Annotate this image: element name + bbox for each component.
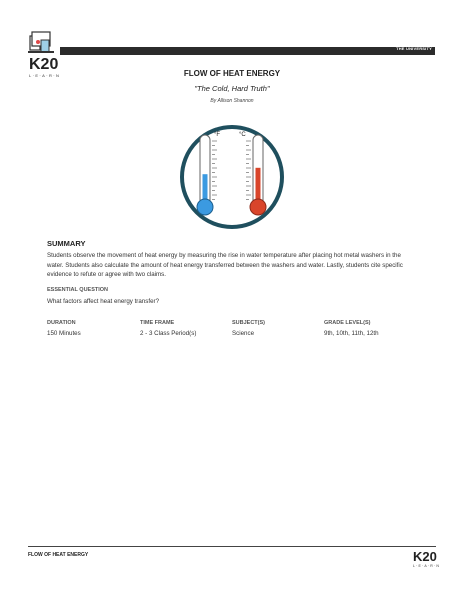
lesson-title: FLOW OF HEAT ENERGY	[183, 69, 281, 78]
subjects-value: Science	[232, 330, 255, 337]
thermometer-illustration	[176, 123, 288, 231]
duration-label: DURATION	[47, 320, 76, 326]
celsius-label: °C	[239, 132, 246, 138]
footer-logo-text: K20	[413, 549, 437, 564]
timeframe-label: TIME FRAME	[140, 320, 175, 326]
k20-logo-subtext: L·E·A·R·N	[29, 73, 61, 78]
footer-divider	[28, 546, 436, 547]
essential-question-heading: ESSENTIAL QUESTION	[47, 287, 109, 293]
lesson-subtitle: "The Cold, Hard Truth"	[194, 84, 270, 93]
k20-logo-icon	[26, 26, 56, 56]
fahrenheit-label: °F	[214, 132, 221, 138]
summary-heading: SUMMARY	[47, 239, 86, 248]
lesson-author: By Allison Shannon	[210, 98, 254, 104]
header-bar	[60, 47, 435, 55]
grades-label: GRADE LEVEL(S)	[324, 320, 371, 326]
timeframe-value: 2 - 3 Class Period(s)	[140, 330, 197, 337]
footer-logo-subtext: L·E·A·R·N	[413, 564, 441, 568]
duration-value: 150 Minutes	[47, 330, 81, 337]
thermometer-icon	[176, 123, 288, 231]
university-label: THE UNIVERSITY	[396, 46, 432, 51]
grades-value: 9th, 10th, 11th, 12th	[324, 330, 379, 337]
subjects-label: SUBJECT(S)	[232, 320, 266, 326]
essential-question-text: What factors affect heat energy transfer?	[47, 298, 160, 305]
summary-text: Students observe the movement of heat energy by measuring the rise in water temperature after placing hot metal washers in the water. Students also calculate the amount of heat energy transferred between the washers and water. Lastly, students cite specific evidence to refute or agree with two claims.	[47, 252, 403, 279]
k20-logo-text: K20	[29, 56, 59, 73]
footer-title: FLOW OF HEAT ENERGY	[28, 552, 89, 558]
